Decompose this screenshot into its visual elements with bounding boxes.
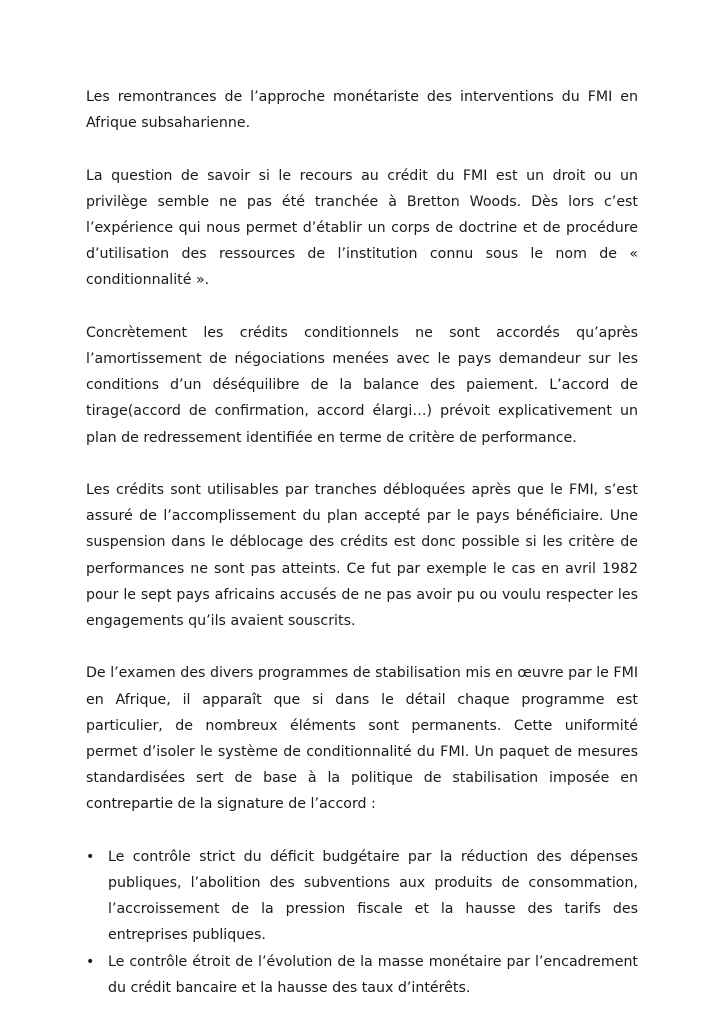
bullet-icon: • bbox=[86, 953, 95, 970]
list-item bbox=[86, 949, 638, 1001]
paragraph-credits-conditionnels: Concrètement les crédits conditionnels ne sont accordés qu’après l’amortissement de négociations menées avec le pays demandeur sur les conditions d’un déséquilibre de la balance des paiement. L’accord de tirage(accord de confirmation, accord élargi…) prévoit explicativement un plan de redressement identifiée en terme de critère de performance. bbox=[86, 324, 638, 446]
paragraph-title: Les remontrances de l’approche monétariste des interventions du FMI en Afrique subsaharienne. bbox=[86, 89, 638, 132]
measures-list bbox=[86, 844, 638, 1001]
paragraph-programmes: De l’examen des divers programmes de stabilisation mis en œuvre par le FMI en Afrique, il apparaît que si dans le détail chaque programme est particulier, de nombreux éléments sont permanents. Cette uniformité permet d’isoler le système de conditionnalité du FMI. Un paquet de mesures standardisées sert de base à la politique de stabilisation imposée en contrepartie de la signature de l’accord : bbox=[86, 665, 638, 813]
list-item bbox=[86, 844, 638, 949]
paragraph-conditionnalite: La question de savoir si le recours au crédit du FMI est un droit ou un privilège semble ne pas été tranchée à Bretton Woods. Dès lors c’est l’expérience qui nous permet d’établir un corps de doctrine et de procédure d’utilisation des ressources de l’institution connu sous le nom de « conditionnalité ». bbox=[86, 167, 638, 289]
list-item-text: Le contrôle strict du déficit budgétaire par la réduction des dépenses publiques, l’abolition des subventions aux produits de consommation, l’accroissement de la pression fiscale et la hausse des tarifs des entreprises publiques. bbox=[108, 848, 638, 944]
document-page bbox=[86, 84, 638, 1001]
paragraph-tranches: Les crédits sont utilisables par tranches débloquées après que le FMI, s’est assuré de l’accomplissement du plan accepté par le pays bénéficiaire. Une suspension dans le déblocage des crédits est donc possible si les critère de performances ne sont pas atteints. Ce fut par exemple le cas en avril 1982 pour le sept pays africains accusés de ne pas avoir pu ou voulu respecter les engagements qu’ils avaient souscrits. bbox=[86, 482, 638, 630]
bullet-icon: • bbox=[86, 848, 95, 865]
list-item-text: Le contrôle étroit de l’évolution de la masse monétaire par l’encadrement du crédit bancaire et la hausse des taux d’intérêts. bbox=[108, 953, 638, 996]
